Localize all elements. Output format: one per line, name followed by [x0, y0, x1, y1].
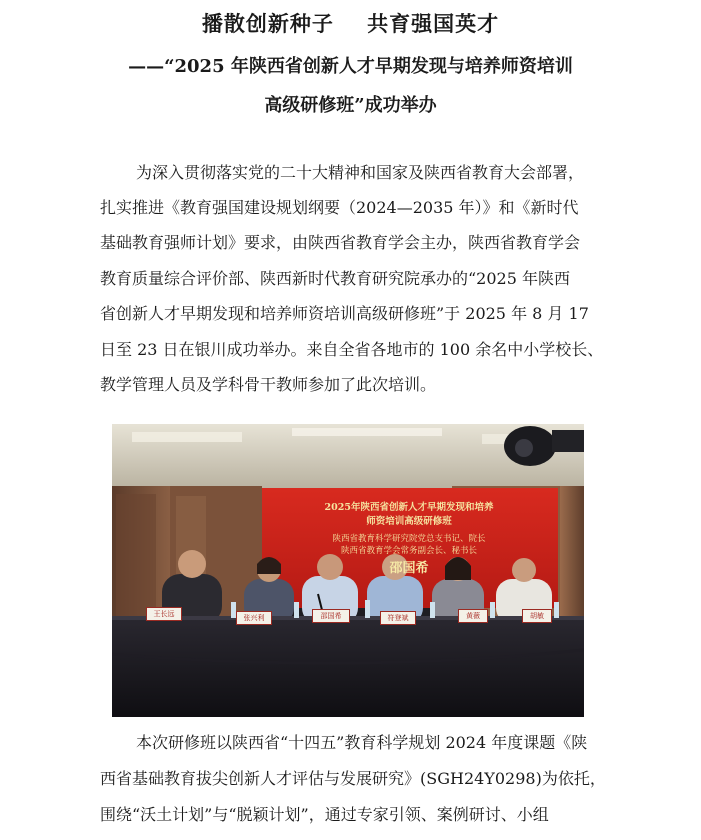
nameplate: 黄薇 — [458, 609, 488, 623]
paragraph-line: 为深入贯彻落实党的二十大精神和国家及陕西省教育大会部署， — [136, 163, 585, 182]
banner-line: 陕西省教育学会常务副会长、秘书长 — [340, 546, 477, 556]
paragraph-line: 西省基础教育拔尖创新人才评估与发展研究》(SGH24Y0298)为依托， — [100, 769, 606, 788]
paragraph-line: 省创新人才早期发现和培养师资培训高级研修班”于 2025 年 8 月 17 — [100, 304, 589, 323]
paragraph-line: 教育质量综合评价部、陕西新时代教育研究院承办的“2025 年陕西 — [100, 269, 570, 288]
meeting-photo — [112, 424, 584, 717]
article-subtitle-line-2: 高级研修班”成功举办 — [264, 95, 437, 116]
paragraph-line: 日至 23 日在银川成功举办。来自全省各地市的 100 余名中小学校长、 — [100, 340, 604, 359]
article-subtitle-line-1: ——“2025 年陕西省创新人才早期发现与培养师资培训 — [128, 56, 573, 77]
nameplate: 张兴利 — [236, 611, 272, 625]
article-title: 播散创新种子 共育强国英才 — [201, 11, 500, 36]
paragraph-line: 本次研修班以陕西省“十四五”教育科学规划 2024 年度课题《陕 — [136, 733, 588, 752]
paragraph-line: 教学管理人员及学科骨干教师参加了此次培训。 — [100, 375, 437, 394]
banner-line: 陕西省教育科学研究院党总支书记、院长 — [332, 534, 486, 544]
paragraph-line: 扎实推进《教育强国建设规划纲要（2024—2035 年）》和《新时代 — [100, 198, 579, 217]
paragraph-line: 基础教育强师计划》要求，由陕西省教育学会主办，陕西省教育学会 — [100, 233, 581, 252]
banner-line: 师资培训高级研修班 — [366, 516, 452, 527]
nameplate: 胡敏 — [522, 609, 552, 623]
banner-line: 邵国希 — [389, 561, 429, 576]
paragraph-line: 围绕“沃土计划”与“脱颖计划”，通过专家引领、案例研讨、小组 — [100, 805, 549, 824]
banner-line: 2025年陕西省创新人才早期发现和培养 — [324, 502, 494, 513]
nameplate: 邵国希 — [312, 609, 350, 623]
nameplate: 王长远 — [146, 607, 182, 621]
nameplate: 符登斌 — [380, 611, 416, 625]
